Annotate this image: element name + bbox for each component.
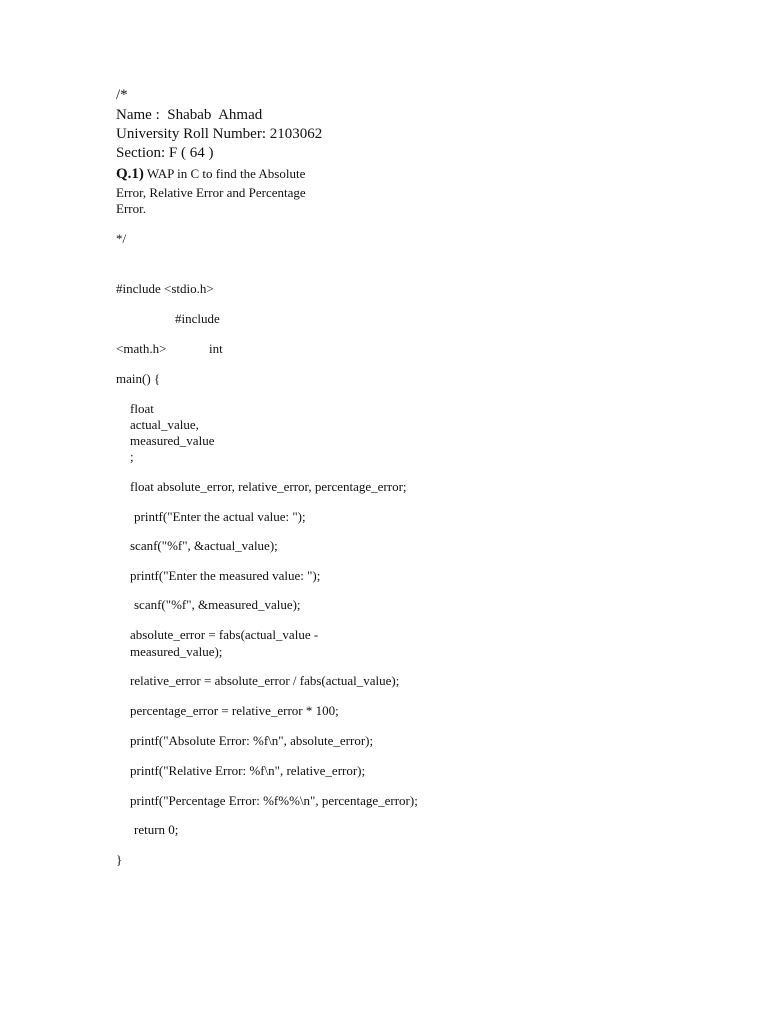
comment-open: /*: [116, 87, 128, 103]
code-line: absolute_error = fabs(actual_value -: [130, 627, 319, 642]
code-line: }: [116, 852, 123, 867]
code-line: return 0;: [134, 822, 179, 837]
code-line: actual_value,: [130, 417, 199, 432]
code-line: scanf("%f", &measured_value);: [134, 597, 301, 612]
code-line: printf("Absolute Error: %f\n", absolute_error);: [130, 733, 374, 748]
code-line: printf("Enter the actual value: ");: [134, 509, 306, 524]
question-line-3: Error.: [116, 201, 146, 216]
code-line: #include <stdio.h>: [116, 281, 214, 296]
code-line: printf("Percentage Error: %f%%\n", percentage_error);: [130, 793, 418, 808]
code-line: ;: [130, 449, 134, 464]
code-line: measured_value: [130, 433, 215, 448]
comment-close: */: [116, 231, 127, 246]
code-line: #include: [175, 311, 220, 326]
question-line-1: [116, 167, 305, 182]
code-line: <math.h>: [116, 341, 167, 356]
section-line: Section: F ( 64 ): [116, 145, 214, 161]
question-line-2: Error, Relative Error and Percentage: [116, 185, 306, 200]
student-name: Name : Shabab Ahmad: [116, 107, 263, 123]
question-label: Q.1): [116, 166, 144, 182]
code-line: int: [209, 341, 223, 356]
roll-number: University Roll Number: 2103062: [116, 126, 323, 142]
code-line: percentage_error = relative_error * 100;: [130, 703, 339, 718]
code-line: float: [130, 401, 154, 416]
code-line: main() {: [116, 371, 161, 386]
code-line: printf("Enter the measured value: ");: [130, 568, 321, 583]
code-line: printf("Relative Error: %f\n", relative_error);: [130, 763, 366, 778]
code-line: relative_error = absolute_error / fabs(actual_value);: [130, 673, 400, 688]
question-text: WAP in C to find the Absolute: [143, 166, 306, 181]
code-line: measured_value);: [130, 644, 223, 659]
code-line: scanf("%f", &actual_value);: [130, 538, 278, 553]
code-line: float absolute_error, relative_error, percentage_error;: [130, 479, 407, 494]
